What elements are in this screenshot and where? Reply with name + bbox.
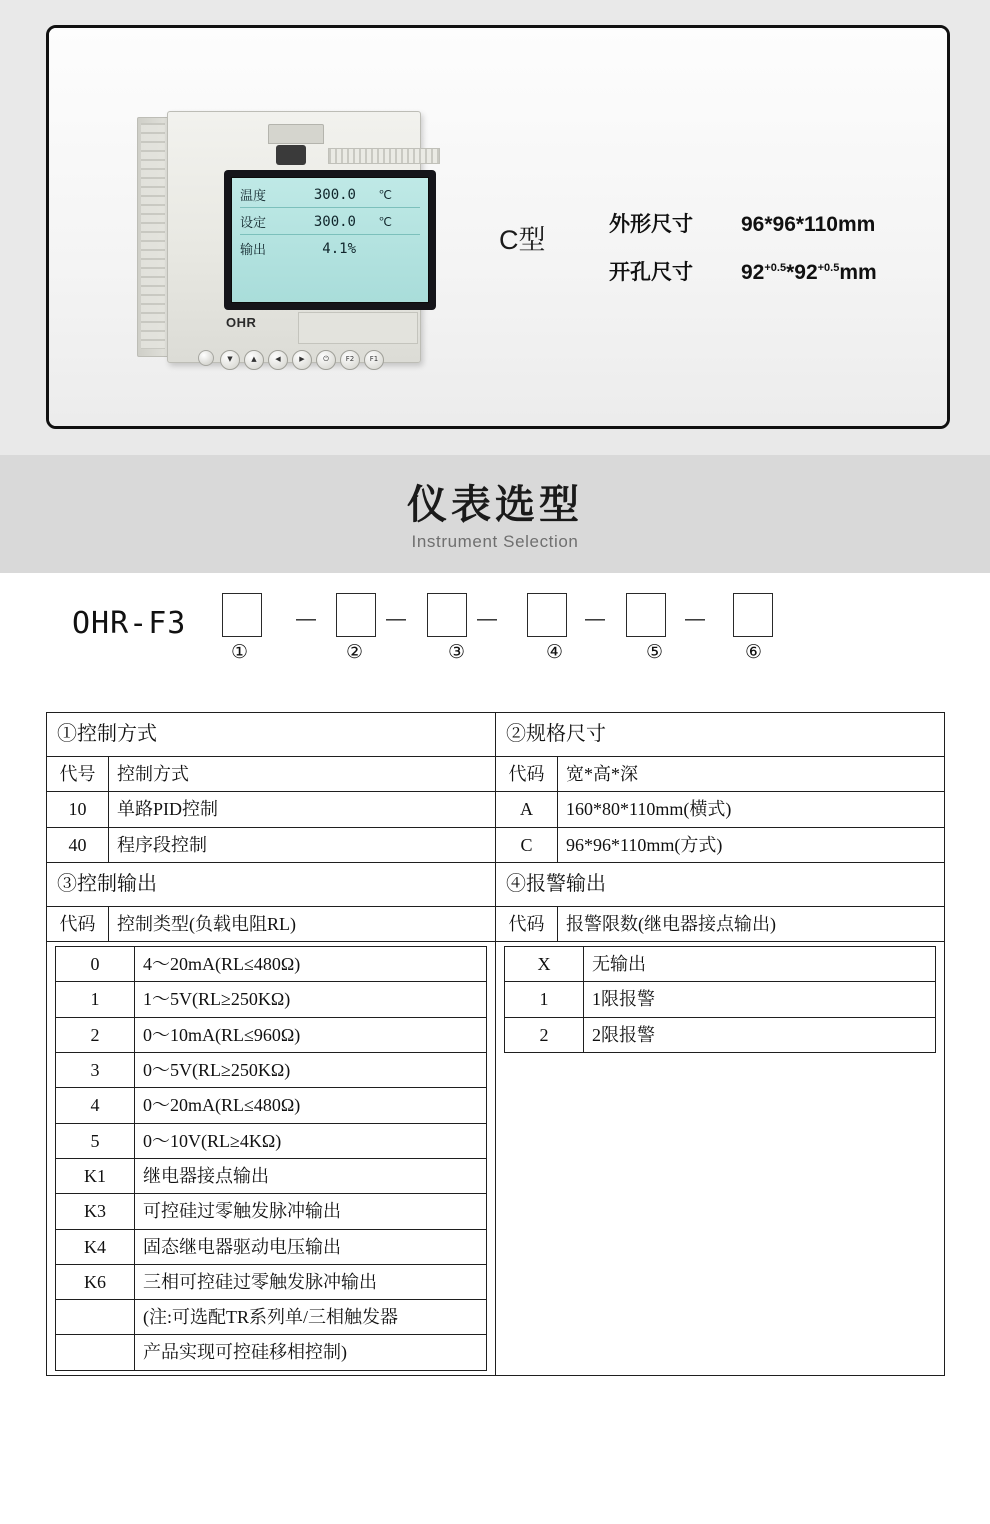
key-left-icon: ◀ xyxy=(268,350,288,370)
code-marker-6: ⑥ xyxy=(745,641,763,663)
section1-row0-desc: 单路PID控制 xyxy=(109,792,496,827)
list-item xyxy=(505,947,936,982)
list-item xyxy=(56,1229,487,1264)
list-item xyxy=(56,1300,487,1335)
code-slot-2[interactable] xyxy=(336,593,376,637)
s3-code-3: 3 xyxy=(56,1053,135,1088)
s3-desc-11: 产品实现可控硅移相控制) xyxy=(135,1335,487,1370)
section1-header-desc: 控制方式 xyxy=(109,757,496,792)
section2-row0-code: A xyxy=(496,792,558,827)
section2-row1-code: C xyxy=(496,827,558,862)
s3-desc-10: (注:可选配TR系列单/三相触发器 xyxy=(135,1300,487,1335)
section1-header-code: 代号 xyxy=(47,757,109,792)
code-slot-4[interactable] xyxy=(527,593,567,637)
list-item xyxy=(56,1123,487,1158)
list-item xyxy=(56,1017,487,1052)
section1-row1-code: 40 xyxy=(47,827,109,862)
s3-code-7: K3 xyxy=(56,1194,135,1229)
section2-title: ②规格尺寸 xyxy=(496,713,945,757)
product-photo-band xyxy=(0,0,990,455)
model-code-prefix: OHR-F3 xyxy=(72,606,187,641)
code-slot-1[interactable] xyxy=(222,593,262,637)
s3-code-10 xyxy=(56,1300,135,1335)
s3-code-9: K6 xyxy=(56,1264,135,1299)
section2-header-desc: 宽*高*深 xyxy=(558,757,945,792)
spec-list xyxy=(609,208,877,304)
cutout-sup2: +0.5 xyxy=(817,262,840,274)
device-badge xyxy=(276,145,306,165)
section3-header-desc: 控制类型(负载电阻RL) xyxy=(109,906,496,941)
key-f1-icon: F1 xyxy=(364,350,384,370)
list-item xyxy=(56,947,487,982)
code-separator-1: — xyxy=(296,608,316,630)
cutout-mid: * xyxy=(786,261,795,284)
section1-title: ①控制方式 xyxy=(47,713,496,757)
code-slot-6[interactable] xyxy=(733,593,773,637)
s3-code-0: 0 xyxy=(56,947,135,982)
lcd-unit-temperature: ℃ xyxy=(378,188,392,202)
list-item xyxy=(56,1053,487,1088)
s3-code-1: 1 xyxy=(56,982,135,1017)
section2-header-code: 代码 xyxy=(496,757,558,792)
device-brand-label: OHR xyxy=(226,315,257,330)
table-row xyxy=(47,757,945,792)
page-title: 仪表选型 xyxy=(407,483,583,527)
product-photo-frame xyxy=(46,25,950,429)
code-separator-2: — xyxy=(386,608,406,630)
section1-row1-desc: 程序段控制 xyxy=(109,827,496,862)
s3-desc-7: 可控硅过零触发脉冲输出 xyxy=(135,1194,487,1229)
list-item xyxy=(56,1194,487,1229)
list-item xyxy=(56,1088,487,1123)
s3-code-2: 2 xyxy=(56,1017,135,1052)
code-marker-2: ② xyxy=(346,641,364,663)
spec-key-cutout: 开孔尺寸 xyxy=(609,261,693,284)
s3-code-5: 5 xyxy=(56,1123,135,1158)
s4-code-1: 1 xyxy=(505,982,584,1017)
list-item xyxy=(505,1017,936,1052)
device-knob-icon xyxy=(198,350,214,366)
cutout-sup1: +0.5 xyxy=(764,262,787,274)
s3-code-4: 4 xyxy=(56,1088,135,1123)
device-heat-fins-icon xyxy=(141,123,165,349)
s3-desc-8: 固态继电器驱动电压输出 xyxy=(135,1229,487,1264)
lcd-row xyxy=(240,239,420,261)
table-row xyxy=(47,792,945,827)
table-row xyxy=(47,942,945,1376)
s3-code-6: K1 xyxy=(56,1158,135,1193)
spec-row-outer-dimension xyxy=(609,208,877,238)
lcd-unit-setpoint: ℃ xyxy=(378,215,392,229)
lcd-label-output: 输出 xyxy=(240,242,267,257)
key-up-icon: ▲ xyxy=(244,350,264,370)
section4-body xyxy=(496,942,945,1376)
key-power-icon: ⏻ xyxy=(316,350,336,370)
section2-row0-desc: 160*80*110mm(横式) xyxy=(558,792,945,827)
spec-key-outer: 外形尺寸 xyxy=(609,213,693,236)
device-keypad xyxy=(220,349,406,371)
model-type-label: C型 xyxy=(499,225,546,255)
device-lower-panel xyxy=(298,312,418,344)
model-code-builder xyxy=(0,573,990,703)
s3-desc-6: 继电器接点输出 xyxy=(135,1158,487,1193)
cutout-base1: 92 xyxy=(741,261,765,284)
code-marker-5: ⑤ xyxy=(646,641,664,663)
code-marker-3: ③ xyxy=(448,641,466,663)
device-front-body xyxy=(167,111,421,363)
lcd-label-temperature: 温度 xyxy=(240,188,267,203)
section4-header-desc: 报警限数(继电器接点输出) xyxy=(558,906,945,941)
key-right-icon: ▶ xyxy=(292,350,312,370)
section-title-band xyxy=(0,455,990,573)
cutout-tail: mm xyxy=(839,261,877,284)
lcd-value-output: 4.1% xyxy=(322,241,356,257)
s3-desc-3: 0～5V(RL≥250KΩ) xyxy=(135,1053,487,1088)
code-marker-4: ④ xyxy=(546,641,564,663)
s3-desc-1: 1～5V(RL≥250KΩ) xyxy=(135,982,487,1017)
s3-desc-9: 三相可控硅过零触发脉冲输出 xyxy=(135,1264,487,1299)
lcd-row xyxy=(240,212,420,235)
key-f2-icon: F2 xyxy=(340,350,360,370)
s4-code-0: X xyxy=(505,947,584,982)
spec-value-cutout xyxy=(741,261,877,285)
table-row xyxy=(47,862,945,906)
key-down-icon: ▼ xyxy=(220,350,240,370)
list-item xyxy=(505,982,936,1017)
code-slot-3[interactable] xyxy=(427,593,467,637)
device-screen-bezel xyxy=(224,170,436,310)
spec-row-cutout-dimension xyxy=(609,256,877,286)
s3-desc-5: 0～10V(RL≥4KΩ) xyxy=(135,1123,487,1158)
code-slot-5[interactable] xyxy=(626,593,666,637)
table-row xyxy=(47,906,945,941)
s3-desc-4: 0～20mA(RL≤480Ω) xyxy=(135,1088,487,1123)
s3-desc-2: 0～10mA(RL≤960Ω) xyxy=(135,1017,487,1052)
code-separator-4: — xyxy=(585,608,605,630)
list-item xyxy=(56,1264,487,1299)
spec-value-outer: 96*96*110mm xyxy=(741,213,876,236)
device-vent-icon xyxy=(328,148,440,164)
s3-desc-0: 4～20mA(RL≤480Ω) xyxy=(135,947,487,982)
s4-desc-2: 2限报警 xyxy=(584,1017,936,1052)
section1-row0-code: 10 xyxy=(47,792,109,827)
lcd-value-setpoint: 300.0 xyxy=(313,214,356,230)
section3-body xyxy=(47,942,496,1376)
selection-table-wrap xyxy=(46,712,944,1376)
code-separator-5: — xyxy=(685,608,705,630)
s4-desc-0: 无输出 xyxy=(584,947,936,982)
section4-header-code: 代码 xyxy=(496,906,558,941)
selection-table xyxy=(46,712,945,1376)
lcd-screen xyxy=(231,177,429,303)
lcd-value-temperature: 300.0 xyxy=(313,187,356,203)
code-separator-3: — xyxy=(477,608,497,630)
section2-row1-desc: 96*96*110mm(方式) xyxy=(558,827,945,862)
s3-code-11 xyxy=(56,1335,135,1370)
section4-title: ④报警输出 xyxy=(496,862,945,906)
s4-code-2: 2 xyxy=(505,1017,584,1052)
section4-rows xyxy=(504,946,936,1053)
table-row xyxy=(47,713,945,757)
section3-title: ③控制输出 xyxy=(47,862,496,906)
section3-rows xyxy=(55,946,487,1371)
code-marker-1: ① xyxy=(231,641,249,663)
list-item xyxy=(56,982,487,1017)
lcd-row xyxy=(240,185,420,208)
s3-code-8: K4 xyxy=(56,1229,135,1264)
instrument-illustration xyxy=(129,83,449,373)
list-item xyxy=(56,1158,487,1193)
table-row xyxy=(47,827,945,862)
section3-header-code: 代码 xyxy=(47,906,109,941)
lcd-unit-output xyxy=(356,239,392,260)
page-subtitle: Instrument Selection xyxy=(411,532,579,551)
s4-desc-1: 1限报警 xyxy=(584,982,936,1017)
lcd-label-setpoint: 设定 xyxy=(240,215,267,230)
device-top-tab xyxy=(268,124,324,144)
cutout-base2: 92 xyxy=(794,261,818,284)
list-item xyxy=(56,1335,487,1370)
